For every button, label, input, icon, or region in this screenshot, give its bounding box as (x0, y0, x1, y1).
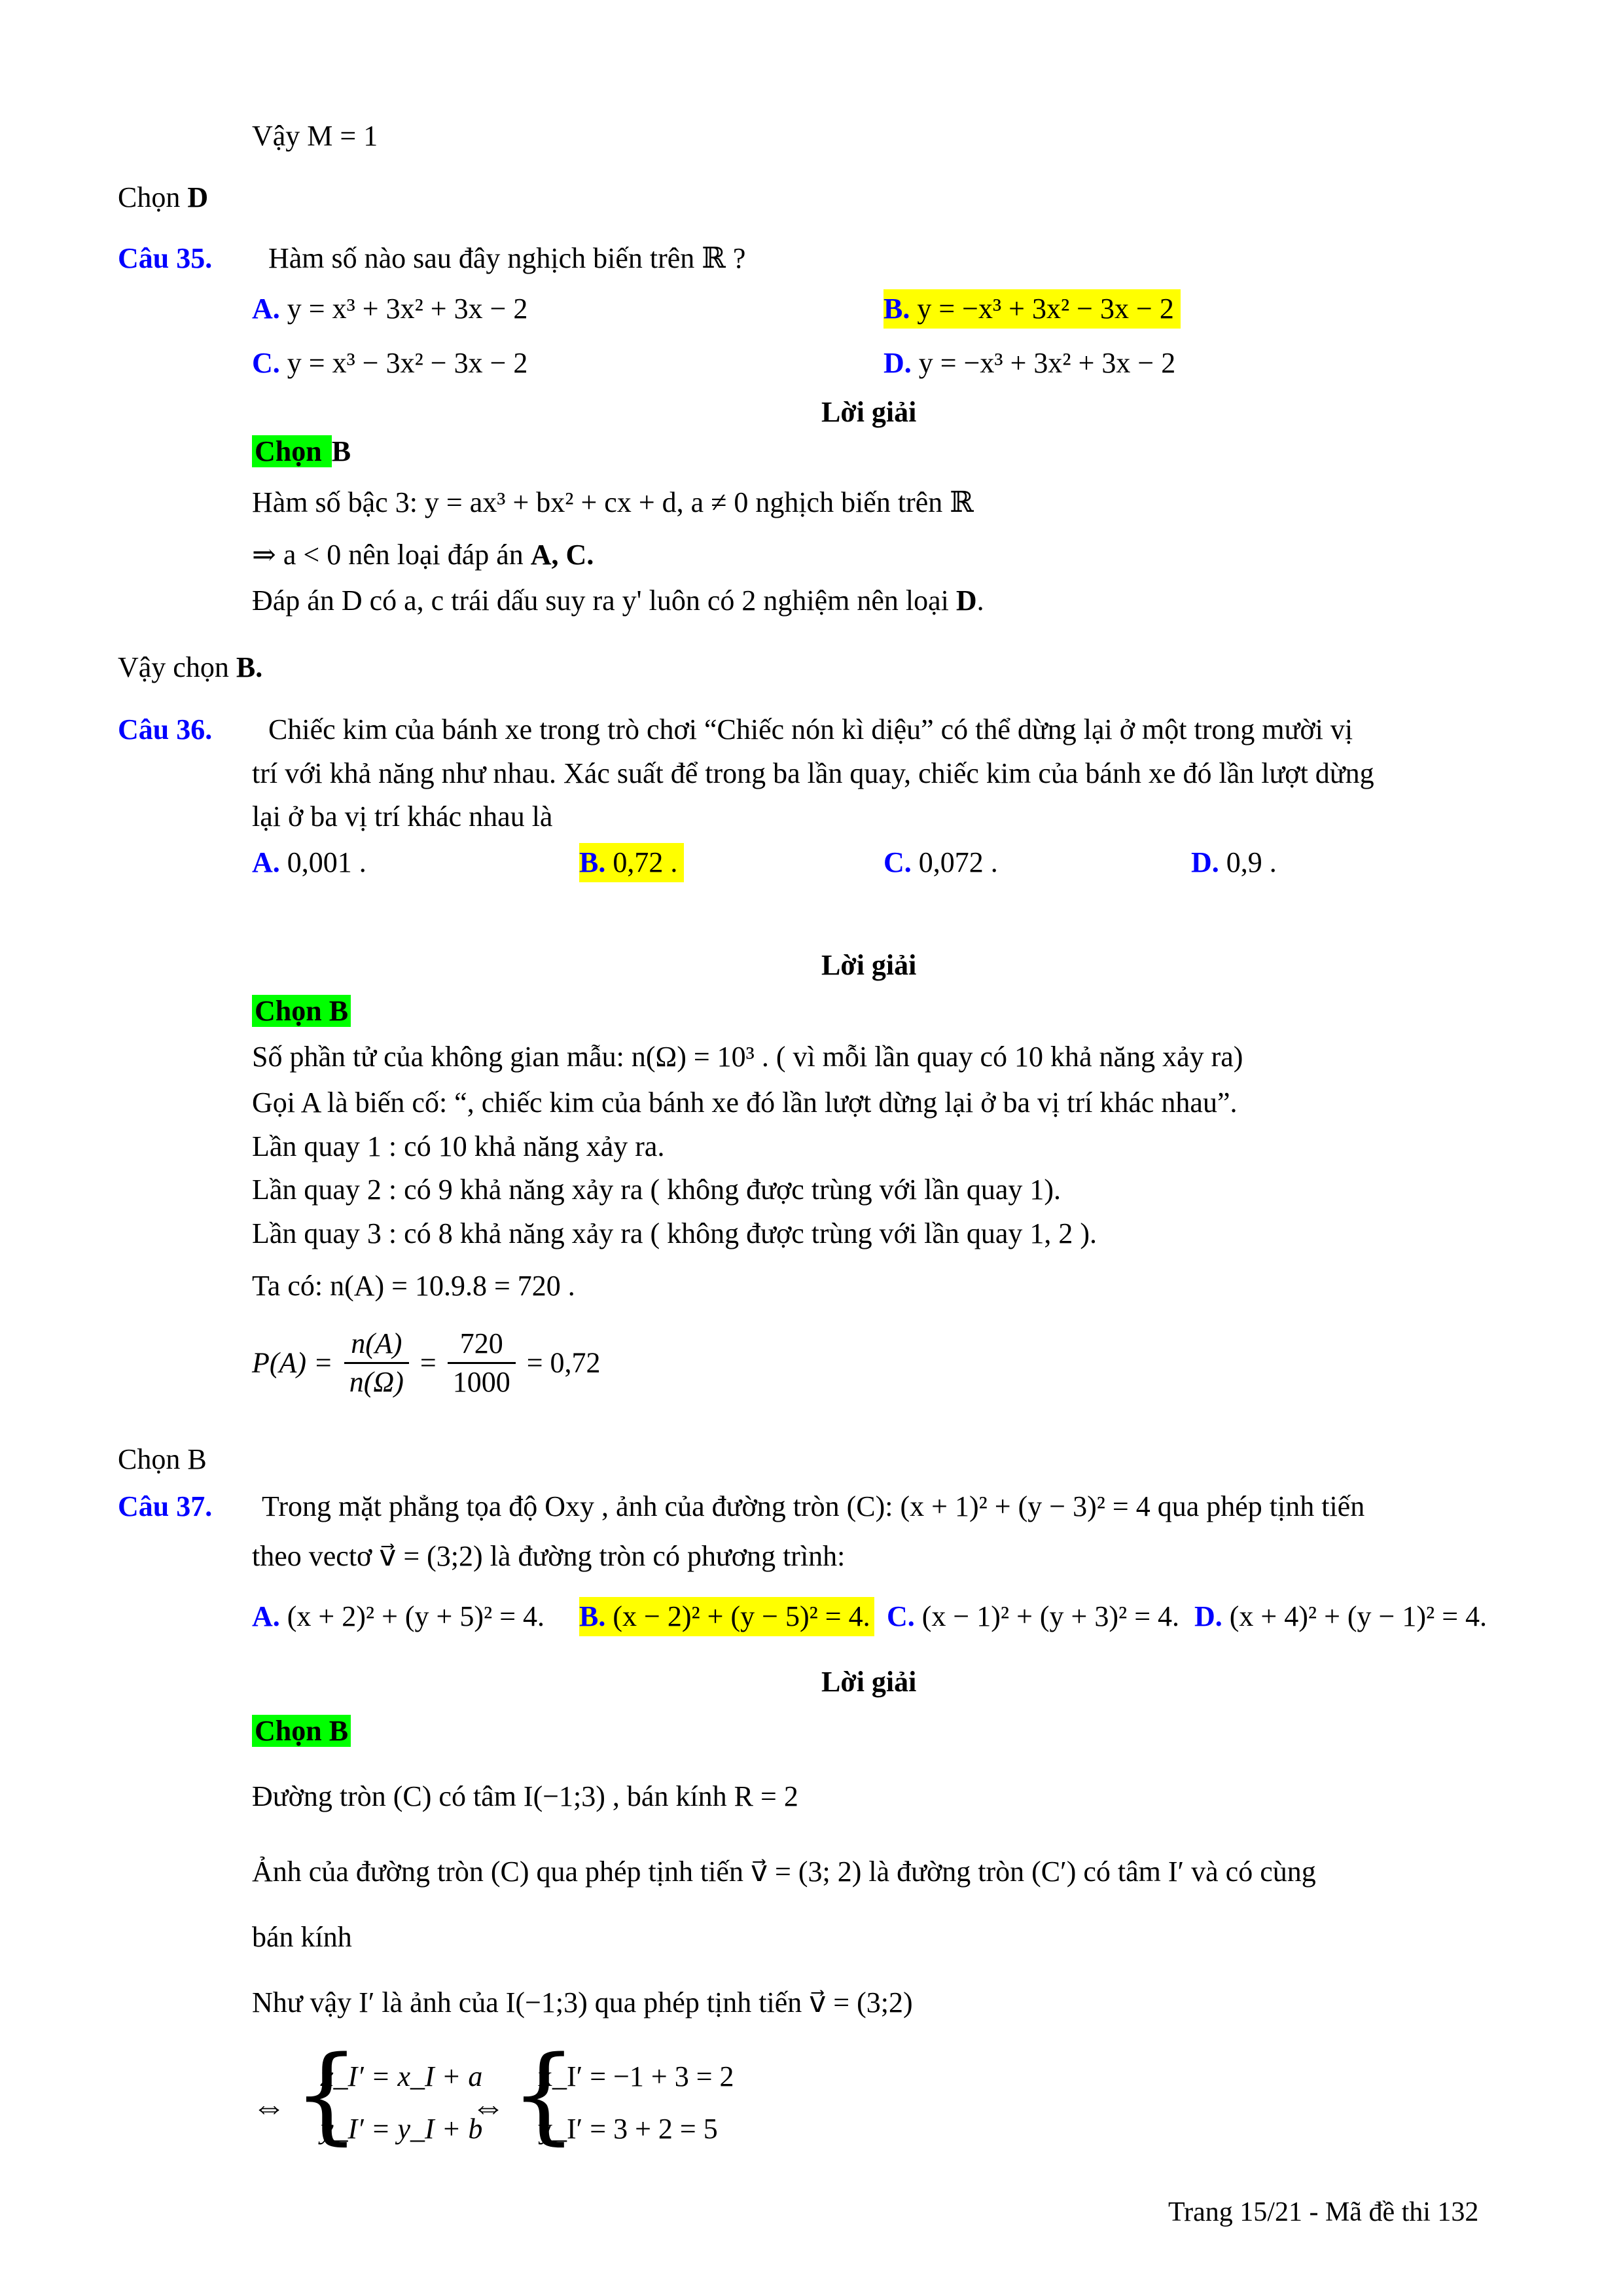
question-35-label: Câu 35. (118, 242, 213, 274)
fraction-2-den: 1000 (452, 1366, 510, 1398)
system-2-line2: y_I′ = 3 + 2 = 5 (538, 2113, 718, 2145)
fraction-2 (448, 1325, 516, 1401)
line3-text: Đáp án D có a, c trái dấu suy ra y' luôn có 2 nghiệm nên loại (252, 584, 956, 617)
option-text: (x − 2)² + (y − 5)² = 4. (613, 1600, 870, 1632)
choose-label: Chọn B (252, 995, 351, 1027)
system-1-line1: x_I′ = x_I + a (321, 2060, 483, 2092)
final-bold: B. (236, 651, 263, 683)
p-right: = 0,72 (526, 1346, 601, 1379)
conclusion-line: Vậy M = 1 (252, 120, 378, 152)
q37-solution-title: Lời giải (821, 1666, 917, 1698)
q35-line1: Hàm số bậc 3: y = ax³ + bx² + cx + d, a ≠ 0 nghịch biến trên ℝ (252, 486, 974, 518)
option-text: (x + 4)² + (y − 1)² = 4. (1229, 1600, 1488, 1632)
q37-option-a (252, 1597, 544, 1636)
q35-line3 (252, 581, 984, 620)
fraction-1-num: n(A) (344, 1325, 409, 1364)
option-letter: C. (252, 347, 280, 379)
q36-s2: Gọi A là biến cố: “, chiếc kim của bánh xe đó lần lượt dừng lại ở ba vị trí khác nhau”. (252, 1086, 1238, 1119)
q37-option-d (1194, 1597, 1487, 1636)
q36-choose (252, 992, 351, 1031)
system-1-line2: y_I′ = y_I + b (321, 2113, 483, 2145)
brace-2: { (510, 2033, 577, 2155)
q37-choose (252, 1712, 351, 1751)
answer-prefix: Chọn (118, 181, 181, 213)
system-2-line1: x_I′ = −1 + 3 = 2 (538, 2060, 734, 2092)
option-letter: C. (887, 1600, 915, 1632)
q36-s1: Số phần tử của không gian mẫu: n(Ω) = 10³ . ( vì mỗi lần quay có 10 khả năng xảy ra) (252, 1041, 1243, 1073)
option-text: y = −x³ + 3x² − 3x − 2 (917, 293, 1174, 325)
q35-option-c (252, 344, 527, 383)
option-letter: B. (579, 846, 606, 878)
q35-final (118, 648, 262, 687)
question-36-line1: Chiếc kim của bánh xe trong trò chơi “Chiếc nón kì diệu” có thể dừng lại ở một trong mười vị (268, 713, 1353, 745)
fraction-1-den: n(Ω) (349, 1366, 404, 1398)
option-letter: B. (883, 293, 910, 325)
option-text: (x − 1)² + (y + 3)² = 4. (921, 1600, 1180, 1632)
q36-option-c (883, 843, 998, 882)
fraction-1 (344, 1325, 409, 1401)
question-36-label: Câu 36. (118, 713, 213, 745)
option-letter: C. (883, 846, 912, 878)
q35-solution-title: Lời giải (821, 396, 917, 428)
option-text: (x + 2)² + (y + 5)² = 4. (287, 1600, 545, 1632)
option-letter: D. (1191, 846, 1219, 878)
q37-s3: bán kính (252, 1921, 352, 1953)
q36-s4: Lần quay 2 : có 9 khả năng xảy ra ( không được trùng với lần quay 1). (252, 1174, 1061, 1206)
q35-option-a (252, 289, 527, 329)
question-37-line2: theo vectơ v⃗ = (3;2) là đường tròn có phương trình: (252, 1540, 846, 1572)
q37-s2: Ảnh của đường tròn (C) qua phép tịnh tiến v⃗ = (3; 2) là đường tròn (C′) có tâm I′ và có cùng (252, 1856, 1316, 1888)
q36-s6: Ta có: n(A) = 10.9.8 = 720 . (252, 1270, 575, 1302)
q36-option-b (579, 843, 684, 882)
choose-label: Chọn B (252, 1715, 351, 1747)
question-35-text: Hàm số nào sau đây nghịch biến trên ℝ ? (268, 242, 746, 274)
answer-line (118, 178, 208, 217)
option-letter: D. (1194, 1600, 1222, 1632)
fraction-2-num: 720 (448, 1325, 516, 1364)
answer-letter: D (187, 181, 209, 213)
question-37-label: Câu 37. (118, 1490, 213, 1522)
equiv-symbol-2: ⇔ (471, 2089, 505, 2126)
q36-final: Chọn B (118, 1443, 207, 1475)
question-36-line2: trí với khả năng như nhau. Xác suất để trong ba lần quay, chiếc kim của bánh xe đó lần lượt dừng (252, 757, 1374, 789)
q36-s3: Lần quay 1 : có 10 khả năng xảy ra. (252, 1130, 665, 1162)
line2-bold: A, C. (530, 539, 594, 571)
option-text: 0,72 . (613, 846, 678, 878)
option-letter: D. (883, 347, 912, 379)
option-letter: A. (252, 1600, 280, 1632)
choose-label: Chọn (252, 435, 332, 467)
option-text: 0,001 . (287, 846, 366, 878)
option-letter: A. (252, 846, 280, 878)
line3-bold: D (955, 584, 977, 617)
question-36-line3: lại ở ba vị trí khác nhau là (252, 800, 553, 833)
option-text: 0,9 . (1226, 846, 1277, 878)
q35-option-d (883, 344, 1175, 383)
q36-solution-title: Lời giải (821, 949, 917, 981)
option-text: y = −x³ + 3x² + 3x − 2 (918, 347, 1176, 379)
equiv-symbol-1: ⇔ (252, 2089, 286, 2126)
q36-s5: Lần quay 3 : có 8 khả năng xảy ra ( không được trùng với lần quay 1, 2 ). (252, 1217, 1097, 1249)
option-text: y = x³ + 3x² + 3x − 2 (287, 293, 528, 325)
q37-s1: Đường tròn (C) có tâm I(−1;3) , bán kính R = 2 (252, 1780, 798, 1812)
final-text: Vậy chọn (118, 651, 236, 683)
q35-option-b (883, 289, 1181, 329)
q36-probability-formula (252, 1325, 601, 1401)
brace-1: { (293, 2033, 360, 2155)
line2-text: ⇒ a < 0 nên loại đáp án (252, 539, 531, 571)
q35-line2 (252, 535, 594, 575)
q35-choose (252, 432, 351, 471)
option-letter: A. (252, 293, 280, 325)
option-text: 0,072 . (918, 846, 998, 878)
p-eq: = (419, 1346, 437, 1379)
option-text: y = x³ − 3x² − 3x − 2 (287, 347, 528, 379)
q36-option-d (1191, 843, 1277, 882)
q37-option-c (887, 1597, 1179, 1636)
q37-s4: Như vậy I′ là ảnh của I(−1;3) qua phép tịnh tiến v⃗ = (3;2) (252, 1986, 913, 2018)
option-letter: B. (579, 1600, 606, 1632)
p-left: P(A) = (252, 1346, 333, 1379)
choose-letter: B (331, 435, 351, 467)
q37-option-b (579, 1597, 874, 1636)
page-footer: Trang 15/21 - Mã đề thi 132 (1168, 2197, 1479, 2227)
question-37-line1: Trong mặt phẳng tọa độ Oxy , ảnh của đường tròn (C): (x + 1)² + (y − 3)² = 4 qua phép tịnh tiến (262, 1490, 1365, 1522)
q36-option-a (252, 843, 366, 882)
line3-end: . (976, 584, 984, 617)
